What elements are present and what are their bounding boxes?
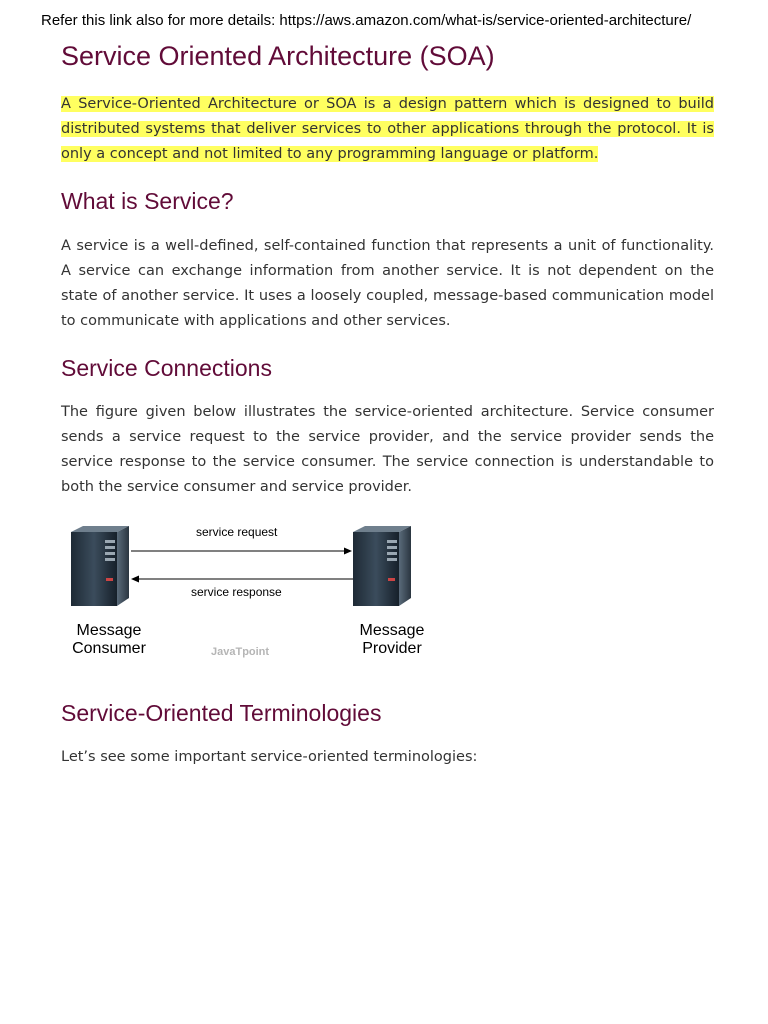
response-arrow bbox=[131, 576, 353, 583]
request-arrow bbox=[131, 548, 352, 555]
highlighted-text: A Service-Oriented Architecture or SOA is a design pattern which is designed to build distributed systems that deliver services to other applications through the protocol. It is only a concept and not limited to any programming language or platform. bbox=[61, 96, 714, 162]
article-content bbox=[61, 38, 714, 770]
consumer-label-line1: Message bbox=[76, 622, 142, 639]
service-request-label: service request bbox=[196, 525, 278, 539]
watermark-text: JavaTpoint bbox=[211, 646, 270, 658]
provider-server-icon bbox=[353, 526, 411, 606]
heading-service-connections: Service Connections bbox=[61, 355, 272, 381]
consumer-label bbox=[59, 622, 159, 658]
heading-terminologies: Service-Oriented Terminologies bbox=[61, 700, 382, 726]
provider-label-line1: Message bbox=[359, 622, 425, 639]
terminologies-paragraph: Let’s see some important service-oriented terminologies: bbox=[61, 749, 478, 765]
consumer-label-line2: Consumer bbox=[72, 640, 146, 657]
service-paragraph: A service is a well-defined, self-contained function that represents a unit of functionality. A service can exchange information from another service. It is not dependent on the state of another service. It uses a loosely coupled, message-based communication model to communicate with applications and other services. bbox=[61, 238, 714, 329]
service-response-label: service response bbox=[191, 585, 282, 599]
provider-label bbox=[342, 622, 442, 658]
heading-what-is-service: What is Service? bbox=[61, 188, 234, 214]
page-title: Service Oriented Architecture (SOA) bbox=[61, 41, 495, 71]
reference-link-text: Refer this link also for more details: https://aws.amazon.com/what-is/service-oriented-architecture/ bbox=[41, 12, 692, 29]
consumer-server-icon bbox=[71, 526, 129, 606]
intro-paragraph bbox=[61, 92, 714, 167]
soa-diagram bbox=[61, 518, 461, 678]
provider-label-line2: Provider bbox=[362, 640, 422, 657]
connections-paragraph: The figure given below illustrates the service-oriented architecture. Service consumer sends a service request to the service provider, and the service provider sends the service response to the service consumer. The service connection is understandable to both the service consumer and service provider. bbox=[61, 404, 714, 495]
